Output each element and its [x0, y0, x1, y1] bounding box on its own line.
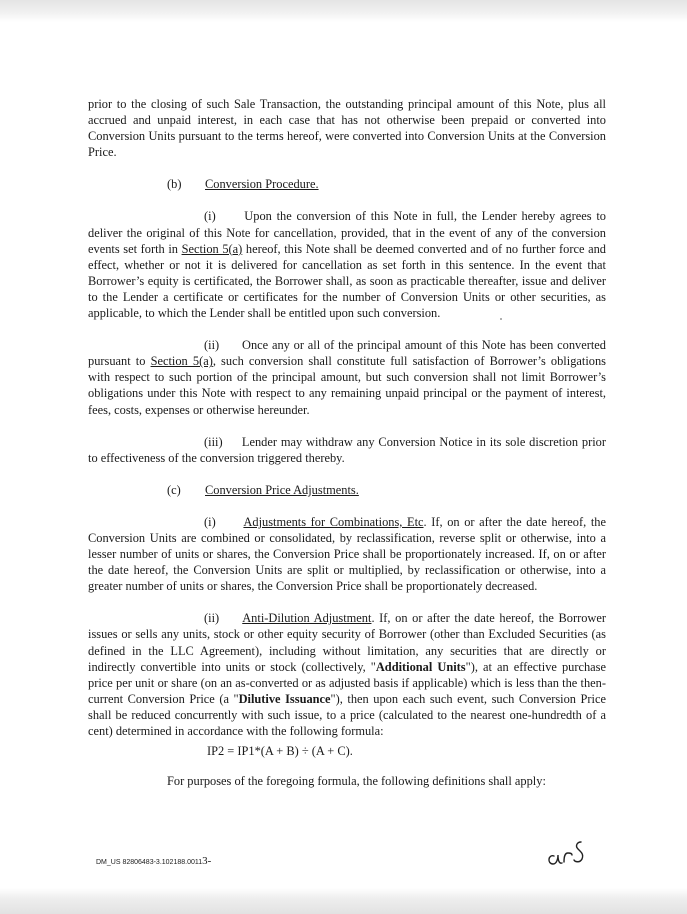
footer-doc-id: DM_US 82806483-3.102188.0011	[96, 859, 203, 866]
section-b-i-paragraph	[88, 208, 606, 321]
document-page	[88, 96, 606, 789]
section-c-ii-text-b: "), at an effective purchase price per unit or share (on an as-converted or as adjusted basis if applicable) which is less than the then-current Conversion Price (a "	[88, 659, 606, 706]
section-c-i-title: Adjustments for Combinations, Etc	[243, 514, 424, 529]
section-b-i-text-a: Upon the conversion of this Note in full, the Lender hereby agrees to deliver the original of this Note for cancellation, provided, that in the event of any of the conversion events set forth in	[88, 209, 606, 256]
section-b-ii-text-b: , such conversion shall constitute full satisfaction of Borrower’s obligations with respect to such portion of the principal amount, but such conversion shall not limit Borrower’s obligations under this Note with respect to any remaining unpaid principal or the payment of interest, fees, costs, expenses or otherwise hereunder.	[88, 354, 606, 417]
section-c-i-paragraph	[88, 514, 606, 594]
section-b-title: Conversion Procedure.	[205, 177, 319, 192]
section-c-heading	[88, 482, 606, 498]
scan-shadow-top	[0, 0, 687, 22]
scan-shadow-bottom	[0, 888, 687, 914]
section-5a-reference: Section 5(a)	[150, 354, 213, 369]
section-b-i-text-b: hereof, this Note shall be deemed converted and of no further force and effect, whether or not it is delivered for cancellation as set forth in this sentence. In the event that Borrower’s equity is certificated, the Borrower shall, as soon as practicable thereafter, issue and deliver to the Lender a certificate or certificates for the number of Conversion Units or other securities, as applicable, to which the Lender shall be entitled upon such conversion.	[88, 241, 606, 321]
section-b-ii-paragraph	[88, 337, 606, 417]
section-c-title: Conversion Price Adjustments.	[205, 482, 359, 497]
section-b-number: (b)	[167, 177, 182, 192]
section-b-iii-text: Lender may withdraw any Conversion Notice in its sole discretion prior to effectiveness of the conversion triggered thereby.	[88, 434, 606, 465]
section-b-ii-number: (ii)	[204, 338, 220, 353]
section-5a-reference: Section 5(a)	[181, 241, 243, 256]
additional-units-term: Additional Units	[375, 659, 466, 674]
definitions-intro: For purposes of the foregoing formula, the following definitions shall apply:	[167, 774, 546, 789]
section-b-i-number: (i)	[204, 209, 216, 224]
section-c-ii-paragraph	[88, 610, 606, 739]
section-b-heading	[88, 176, 606, 192]
section-c-ii-number: (ii)	[204, 611, 220, 626]
footer-page-number: 3-	[202, 855, 212, 867]
section-b-ii-text-a: Once any or all of the principal amount of this Note has been converted pursuant to	[88, 338, 606, 369]
document-footer	[96, 855, 211, 867]
section-c-number: (c)	[167, 482, 181, 497]
section-b-iii-number: (iii)	[204, 434, 223, 449]
section-c-ii-title: Anti-Dilution Adjustment	[242, 611, 372, 626]
intro-paragraph: prior to the closing of such Sale Transaction, the outstanding principal amount of this Note, plus all accrued and unpaid interest, in each case that has not otherwise been prepaid or converted into Conversion Units pursuant to the terms hereof, were converted into Conversion Units at the Conversion Price.	[88, 97, 606, 160]
section-c-ii-text-c: "), then upon each such event, such Conversion Price shall be reduced concurrently with such issue, to a price (calculated to the nearest one-hundredth of a cent) determined in accordance with the following formula:	[88, 691, 606, 738]
section-b-iii-paragraph	[88, 434, 606, 466]
handwritten-initials	[544, 834, 604, 874]
section-c-i-number: (i)	[204, 514, 216, 529]
section-c-i-text: . If, on or after the date hereof, the Conversion Units are combined or consolidated, by reclassification, reverse split or otherwise, into a lesser number of units or shares, the Conversion Price shall be proportionately increased. If, on or after the date hereof, the Conversion Units are split or multiplied, by reclassification or otherwise, into a greater number of units or shares, the Conversion Price shall be proportionately decreased.	[88, 514, 606, 594]
dilutive-issuance-term: Dilutive Issuance	[238, 691, 331, 706]
section-c-ii-text-a: . If, on or after the date hereof, the Borrower issues or sells any units, stock or other equity security of Borrower (other than Excluded Securities (as defined in the LLC Agreement), including without limitation, any securities that are directly or indirectly convertible into units or stock (collectively, "	[88, 611, 606, 674]
anti-dilution-formula: IP2 = IP1*(A + B) ÷ (A + C).	[207, 744, 353, 759]
